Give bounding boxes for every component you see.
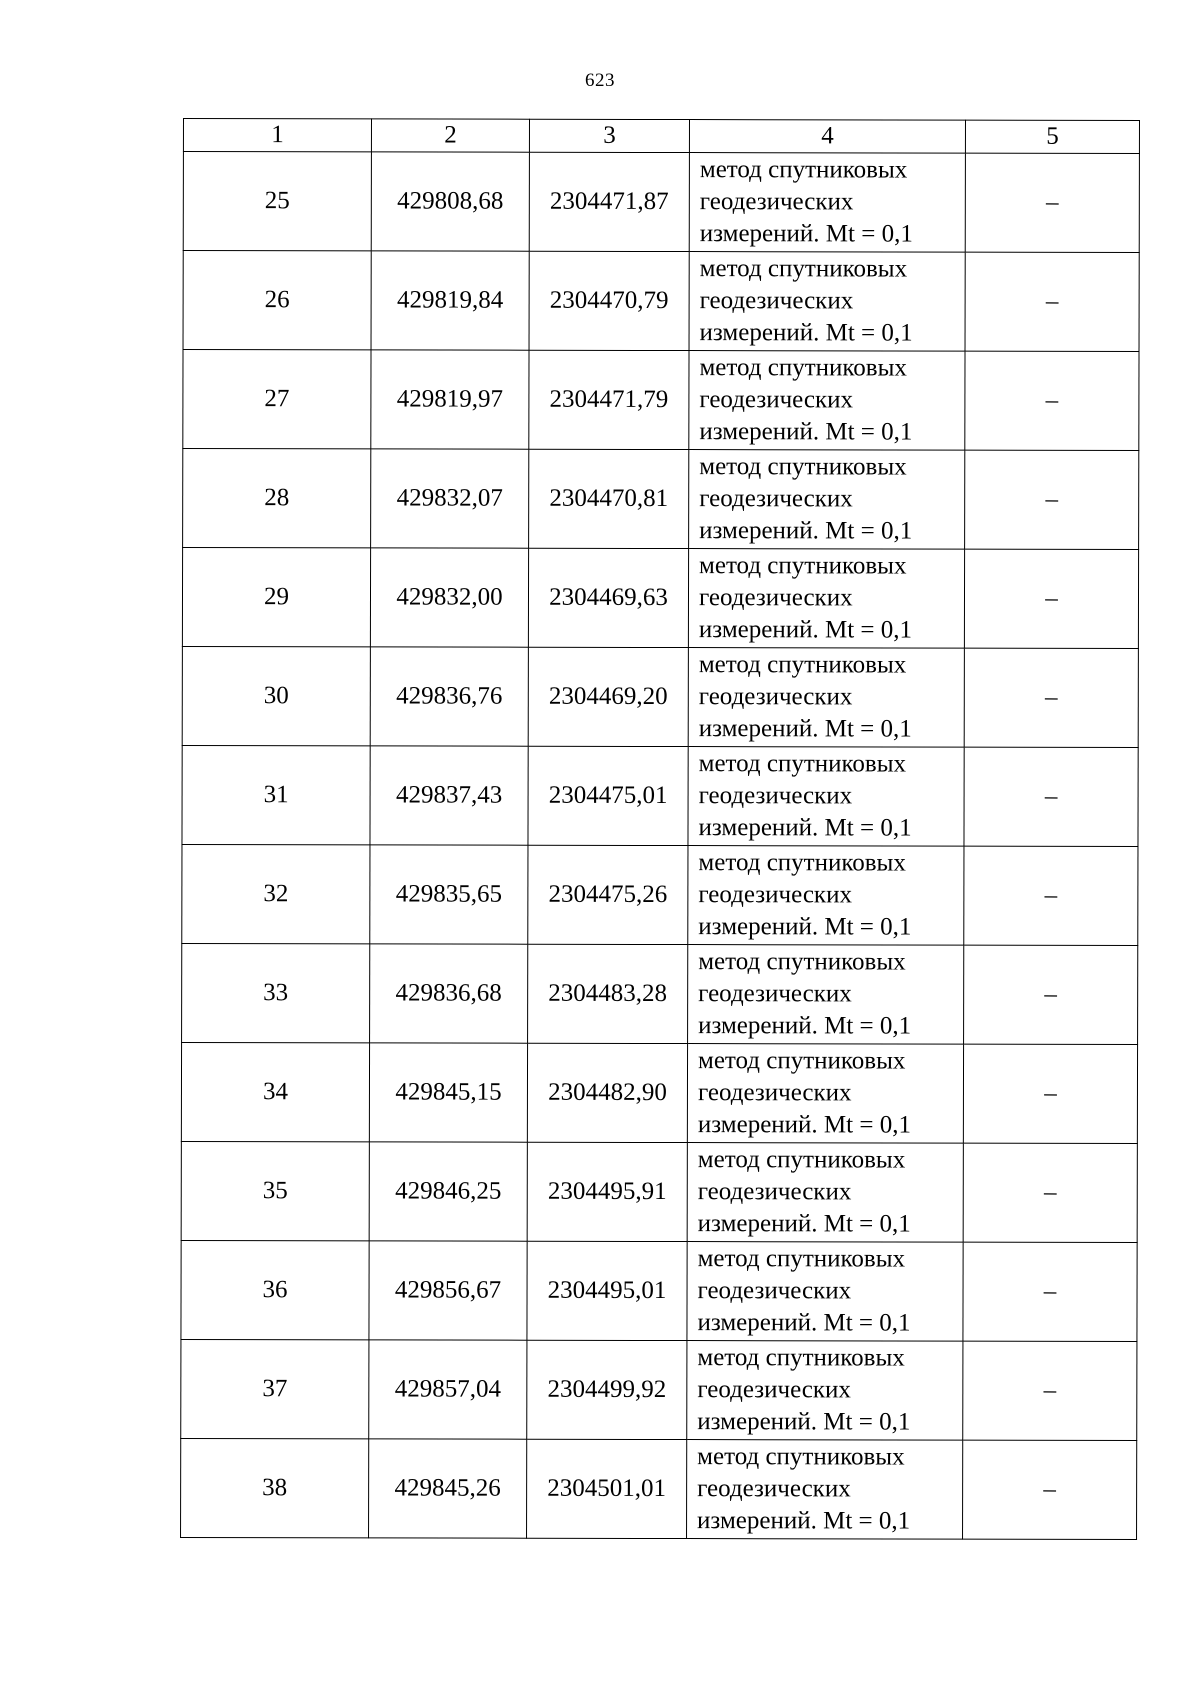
- coordinate-y-cell: 2304499,92: [527, 1340, 687, 1439]
- point-number-cell: 31: [182, 745, 370, 844]
- note-cell: –: [965, 252, 1139, 351]
- coordinate-y-cell: 2304495,91: [527, 1142, 687, 1241]
- method-description-line: метод спутниковых: [698, 948, 906, 976]
- table-row: [182, 745, 1138, 846]
- method-description-cell: [687, 1341, 963, 1441]
- method-description-line: измерений. Mt = 0,1: [698, 1012, 912, 1040]
- coordinate-y-cell: 2304469,63: [528, 548, 688, 647]
- note-cell: –: [965, 450, 1139, 549]
- method-description-cell: [688, 549, 964, 649]
- method-description-cell: [688, 747, 964, 847]
- point-number-cell: 33: [182, 943, 370, 1042]
- method-description-line: геодезических: [697, 1475, 851, 1503]
- coordinate-y-cell: 2304501,01: [527, 1439, 687, 1538]
- method-description-line: метод спутниковых: [697, 1245, 906, 1273]
- coordinate-x-cell: 429845,26: [369, 1439, 527, 1538]
- method-description-line: измерений. Mt = 0,1: [697, 1210, 911, 1238]
- method-description-line: измерений. Mt = 0,1: [697, 1507, 911, 1535]
- method-description-line: геодезических: [699, 188, 854, 216]
- point-number-cell: 28: [183, 449, 371, 548]
- note-cell: –: [965, 153, 1139, 252]
- method-description-cell: [687, 1242, 963, 1342]
- table-row: [182, 646, 1138, 747]
- method-description-cell: [688, 945, 964, 1045]
- method-description-line: метод спутниковых: [697, 1344, 905, 1372]
- coordinate-x-cell: 429832,07: [371, 449, 529, 548]
- table-row: [181, 1141, 1137, 1242]
- method-description-line: геодезических: [697, 1079, 852, 1107]
- header-col-1: 1: [183, 119, 371, 152]
- point-number-cell: 38: [181, 1438, 369, 1537]
- coordinate-x-cell: 429819,84: [371, 251, 529, 350]
- method-description-line: метод спутниковых: [698, 849, 906, 877]
- coordinate-x-cell: 429836,68: [370, 944, 528, 1043]
- point-number-cell: 26: [183, 251, 371, 350]
- coordinate-x-cell: 429856,67: [369, 1241, 527, 1340]
- coordinate-y-cell: 2304475,01: [528, 746, 688, 845]
- point-number-cell: 35: [181, 1141, 369, 1240]
- method-description-line: измерений. Mt = 0,1: [697, 1111, 911, 1139]
- header-col-4: 4: [689, 120, 965, 154]
- method-description-cell: [687, 1440, 963, 1540]
- method-description-line: измерений. Mt = 0,1: [698, 814, 912, 842]
- method-description-line: измерений. Mt = 0,1: [697, 1408, 911, 1436]
- table-row: [183, 449, 1139, 550]
- note-cell: –: [963, 1242, 1137, 1341]
- method-description-line: измерений. Mt = 0,1: [698, 715, 912, 743]
- method-description-cell: [689, 252, 965, 352]
- coordinate-x-cell: 429836,76: [370, 647, 528, 746]
- method-description-line: метод спутниковых: [699, 156, 908, 184]
- coordinate-y-cell: 2304470,81: [529, 449, 689, 548]
- method-description-cell: [687, 1044, 963, 1144]
- method-description-line: геодезических: [698, 980, 852, 1008]
- method-description-cell: [688, 648, 964, 748]
- method-description-cell: [687, 1143, 963, 1243]
- method-description-line: измерений. Mt = 0,1: [698, 616, 913, 644]
- note-cell: –: [964, 549, 1138, 648]
- method-description-line: метод спутниковых: [697, 1443, 905, 1471]
- method-description-line: геодезических: [699, 485, 853, 513]
- method-description-line: метод спутниковых: [697, 1146, 906, 1174]
- note-cell: –: [964, 846, 1138, 945]
- table-row: [182, 844, 1138, 945]
- table-row: [183, 152, 1139, 253]
- method-description-line: измерений. Mt = 0,1: [697, 1309, 911, 1337]
- method-description-line: геодезических: [698, 584, 853, 612]
- method-description-line: геодезических: [698, 782, 853, 810]
- coordinate-x-cell: 429819,97: [371, 350, 529, 449]
- table-body: [181, 152, 1140, 1540]
- coordinate-x-cell: 429832,00: [370, 548, 528, 647]
- method-description-line: метод спутниковых: [697, 1047, 906, 1075]
- method-description-line: геодезических: [698, 881, 852, 909]
- header-col-2: 2: [371, 119, 529, 152]
- method-description-line: метод спутниковых: [699, 354, 907, 382]
- coordinate-x-cell: 429845,15: [369, 1043, 527, 1142]
- method-description-cell: [689, 153, 965, 253]
- table-header: [183, 119, 1139, 154]
- header-col-5: 5: [965, 120, 1139, 153]
- note-cell: –: [963, 1440, 1137, 1539]
- coordinate-x-cell: 429835,65: [370, 845, 528, 944]
- table-row: [181, 1438, 1137, 1539]
- coordinate-x-cell: 429837,43: [370, 746, 528, 845]
- table-row: [183, 251, 1139, 352]
- coordinates-table: [180, 118, 1140, 1540]
- method-description-line: метод спутниковых: [699, 453, 907, 481]
- note-cell: –: [963, 1341, 1137, 1440]
- method-description-line: метод спутниковых: [698, 651, 907, 679]
- coordinate-y-cell: 2304483,28: [528, 944, 688, 1043]
- method-description-line: геодезических: [697, 1178, 852, 1206]
- coordinate-y-cell: 2304471,87: [529, 152, 689, 251]
- point-number-cell: 36: [181, 1240, 369, 1339]
- coordinate-y-cell: 2304482,90: [527, 1043, 687, 1142]
- coordinate-x-cell: 429846,25: [369, 1142, 527, 1241]
- method-description-line: измерений. Mt = 0,1: [698, 913, 912, 941]
- method-description-line: метод спутниковых: [699, 255, 908, 283]
- method-description-line: измерений. Mt = 0,1: [699, 418, 913, 446]
- table-row: [182, 548, 1138, 649]
- table-row: [181, 1339, 1137, 1440]
- coordinate-y-cell: 2304469,20: [528, 647, 688, 746]
- method-description-cell: [689, 351, 965, 451]
- method-description-cell: [689, 450, 965, 550]
- table-row: [182, 943, 1138, 1044]
- method-description-cell: [688, 846, 964, 946]
- coordinate-y-cell: 2304475,26: [528, 845, 688, 944]
- method-description-line: метод спутниковых: [698, 750, 907, 778]
- method-description-line: геодезических: [699, 287, 854, 315]
- note-cell: –: [964, 648, 1138, 747]
- header-col-3: 3: [529, 119, 689, 152]
- method-description-line: измерений. Mt = 0,1: [699, 517, 913, 545]
- point-number-cell: 34: [181, 1042, 369, 1141]
- method-description-line: измерений. Mt = 0,1: [699, 319, 913, 347]
- point-number-cell: 30: [182, 646, 370, 745]
- note-cell: –: [964, 945, 1138, 1044]
- coordinate-y-cell: 2304495,01: [527, 1241, 687, 1340]
- table-row: [183, 350, 1139, 451]
- point-number-cell: 29: [182, 548, 370, 647]
- method-description-line: измерений. Mt = 0,1: [699, 220, 913, 248]
- page-number: 623: [585, 70, 615, 91]
- method-description-line: метод спутниковых: [699, 552, 907, 580]
- note-cell: –: [964, 747, 1138, 846]
- point-number-cell: 25: [183, 152, 371, 251]
- method-description-line: геодезических: [699, 386, 854, 414]
- coordinate-y-cell: 2304471,79: [529, 350, 689, 449]
- point-number-cell: 32: [182, 844, 370, 943]
- coordinate-y-cell: 2304470,79: [529, 251, 689, 350]
- table-row: [181, 1042, 1137, 1143]
- note-cell: –: [963, 1044, 1137, 1143]
- note-cell: –: [965, 351, 1139, 450]
- method-description-line: геодезических: [698, 683, 853, 711]
- coordinate-x-cell: 429857,04: [369, 1340, 527, 1439]
- coordinate-x-cell: 429808,68: [371, 152, 529, 251]
- method-description-line: геодезических: [697, 1277, 852, 1305]
- point-number-cell: 27: [183, 350, 371, 449]
- point-number-cell: 37: [181, 1339, 369, 1438]
- method-description-line: геодезических: [697, 1376, 851, 1404]
- table-row: [181, 1240, 1137, 1341]
- note-cell: –: [963, 1143, 1137, 1242]
- header-row: [183, 119, 1139, 154]
